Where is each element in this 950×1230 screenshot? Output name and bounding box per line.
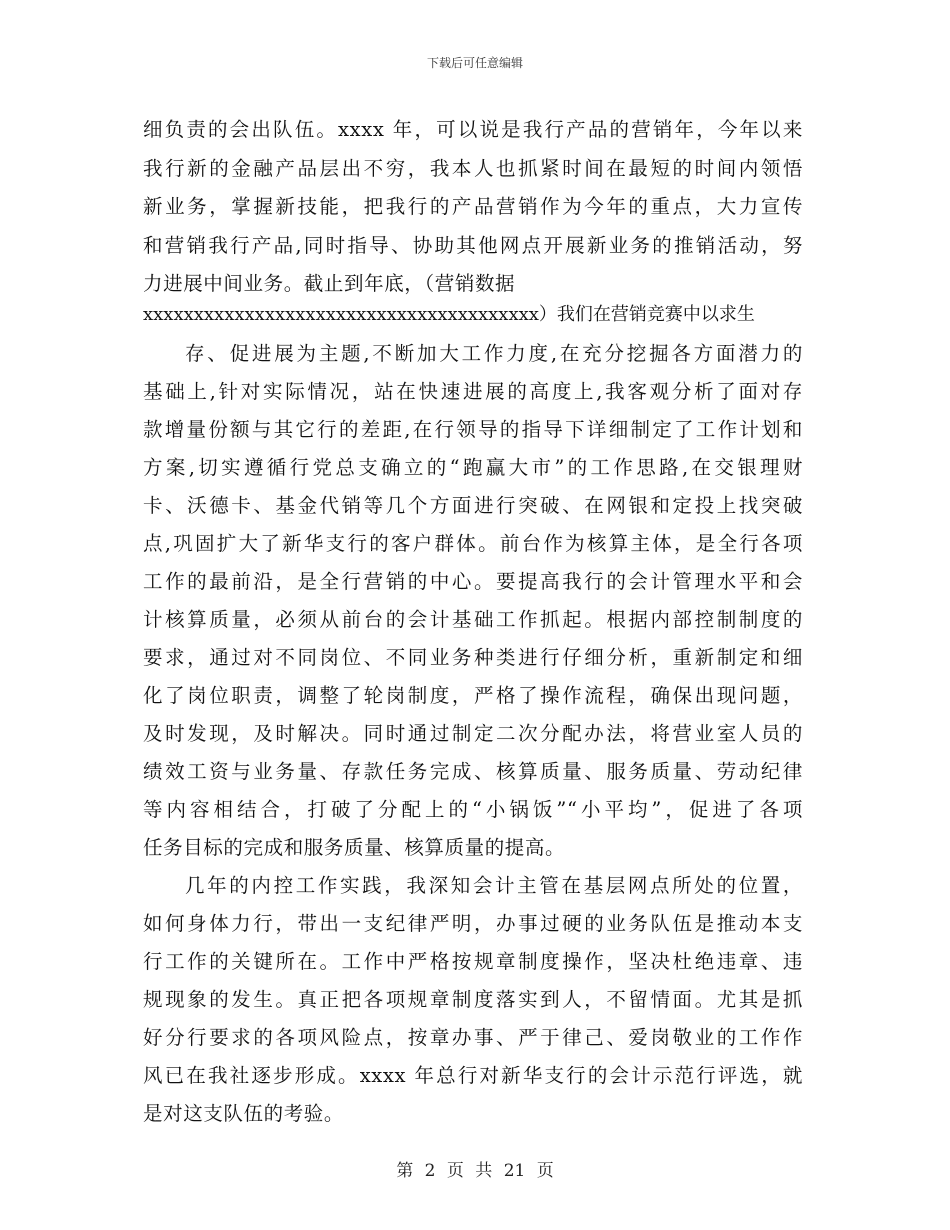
paragraph-line: 几年的内控工作实践，我深知会计主管在基层网点所处的位置， [185,874,803,897]
paragraph-line: 和营销我行产品,同时指导、协助其他网点开展新业务的推销活动，努 [143,234,803,257]
paragraph-line: 任务目标的完成和服务质量、核算质量的提高。 [143,836,566,859]
paragraph-line: 我行新的金融产品层出不穷，我本人也抓紧时间在最短的时间内领悟 [143,157,803,180]
paragraph-line: 细负责的会出队伍。xxxx 年，可以说是我行产品的营销年，今年以来 [143,118,803,141]
paragraph-line: 规现象的发生。真正把各项规章制度落实到人，不留情面。尤其是抓 [143,988,803,1011]
paragraph-line: 方案,切实遵循行党总支确立的“跑赢大市”的工作思路,在交银理财 [143,456,803,479]
paragraph-line: 好分行要求的各项风险点，按章办事、严于律己、爱岗敬业的工作作 [143,1026,803,1049]
paragraph-line: 点,巩固扩大了新华支行的客户群体。前台作为核算主体，是全行各项 [143,532,803,555]
paragraph-line: 新业务，掌握新技能，把我行的产品营销作为今年的重点，大力宣传 [143,195,803,218]
paragraph-line: 计核算质量，必须从前台的会计基础工作抓起。根据内部控制制度的 [143,608,803,631]
paragraph-line: 是对这支队伍的考验。 [143,1102,345,1125]
paragraph-line: 及时发现，及时解决。同时通过制定二次分配办法，将营业室人员的 [143,722,803,745]
page-number: 第 2 页 共 21 页 [396,1161,554,1181]
page-header: 下载后可任意编辑 [426,56,523,70]
paragraph-line: 存、促进展为主题,不断加大工作力度,在充分挖掘各方面潜力的 [185,342,803,365]
paragraph-line: 如何身体力行，带出一支纪律严明，办事过硬的业务队伍是推动本支 [143,912,803,935]
paragraph-line: 要求，通过对不同岗位、不同业务种类进行仔细分析，重新制定和细 [143,646,803,669]
paragraph-line: xxxxxxxxxxxxxxxxxxxxxxxxxxxxxxxxxxxxxxx）我们在营销竞赛中以求生 [143,304,755,325]
paragraph-line: 款增量份额与其它行的差距,在行领导的指导下详细制定了工作计划和 [143,418,803,441]
paragraph-line: 化了岗位职责，调整了轮岗制度，严格了操作流程，确保出现问题， [143,684,803,707]
paragraph-line: 等内容相结合，打破了分配上的“小锅饭”“小平均”，促进了各项 [143,798,803,821]
paragraph-line: 基础上,针对实际情况，站在快速进展的高度上,我客观分析了面对存 [143,380,803,403]
paragraph-line: 绩效工资与业务量、存款任务完成、核算质量、服务质量、劳动纪律 [143,760,803,783]
paragraph-line: 工作的最前沿，是全行营销的中心。要提高我行的会计管理水平和会 [143,570,803,593]
paragraph-line: 卡、沃德卡、基金代销等几个方面进行突破、在网银和定投上找突破 [143,494,803,517]
paragraph-line: 力进展中间业务。截止到年底，（营销数据 [143,272,516,295]
paragraph-line: 风已在我社逐步形成。xxxx 年总行对新华支行的会计示范行评选，就 [143,1064,803,1087]
paragraph-line: 行工作的关键所在。工作中严格按规章制度操作，坚决杜绝违章、违 [143,950,803,973]
